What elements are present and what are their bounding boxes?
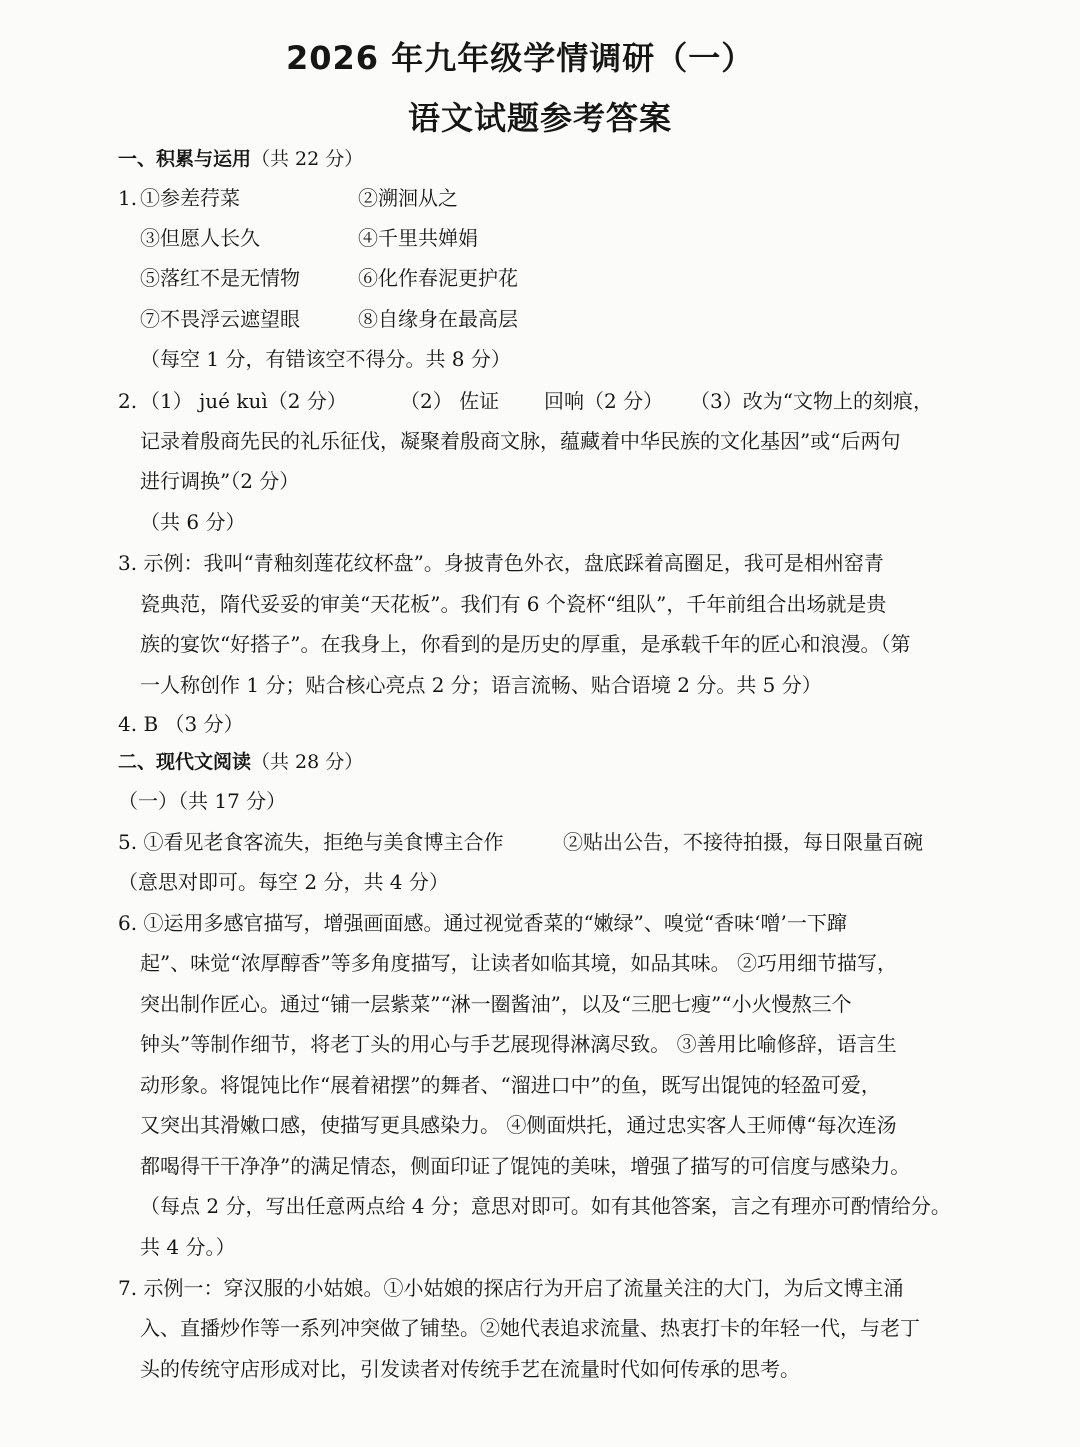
q2-part-2: （2） 佐证 (400, 389, 500, 413)
section-2-heading (118, 748, 363, 776)
q5-part-1: 5. ①看见老食客流失，拒绝与美食博主合作 (118, 830, 504, 854)
q2-part-1: （1） jué kuì（2 分） (140, 389, 347, 413)
q6-line-7: 都喝得干干净净”的满足情态，侧面印证了馄饨的美味，增强了描写的可信度与感染力。 (140, 1154, 911, 1178)
q3-line-1: 3. 示例：我叫“青釉刻莲花纹杯盘”。身披青色外衣，盘底踩着高圈足，我可是相州窑青 (118, 551, 884, 575)
q1-item-2: ②溯洄从之 (358, 186, 458, 210)
q6-line-6: 又突出其滑嫩口感，使描写更具感染力。 ④侧面烘托，通过忠实客人王师傅“每次连汤 (140, 1113, 897, 1137)
q6-line-2: 起”、味觉“浓厚醇香”等多角度描写，让读者如临其境，如品其味。 ②巧用细节描写， (140, 951, 898, 975)
q3-line-4: 一人称创作 1 分；贴合核心亮点 2 分；语言流畅、贴合语境 2 分。共 5 分） (140, 673, 822, 697)
q1-item-4: ④千里共婵娟 (358, 226, 478, 250)
document-title: 2026 年九年级学情调研（一） (286, 39, 755, 77)
question-1-number: 1. (118, 186, 138, 210)
section-1-title: 一、积累与运用 (118, 148, 252, 170)
q2-part-2b: 回响（2 分） (544, 389, 664, 413)
q1-item-7: ⑦不畏浮云遮望眼 (140, 307, 300, 331)
q6-line-5: 动形象。将馄饨比作“展着裙摆”的舞者、“溜进口中”的鱼，既写出馄饨的轻盈可爱， (140, 1073, 881, 1097)
section-1-points: （共 22 分） (251, 148, 364, 170)
q2-total: （共 6 分） (140, 510, 246, 534)
q2-line-3: 进行调换”（2 分） (140, 469, 300, 493)
q7-line-3: 头的传统守店形成对比，引发读者对传统手艺在流量时代如何传承的思考。 (140, 1357, 800, 1381)
q1-item-3: ③但愿人长久 (140, 226, 260, 250)
q2-part-3: （3）改为“文物上的刻痕， (690, 389, 933, 413)
q1-item-5: ⑤落红不是无情物 (140, 266, 300, 290)
q6-line-4: 钟头”等制作细节，将老丁头的用心与手艺展现得淋漓尽致。 ③善用比喻修辞，语言生 (140, 1032, 897, 1056)
q3-line-3: 族的宴饮“好搭子”。在我身上，你看到的是历史的厚重，是承载千年的匠心和浪漫。（第 (140, 632, 911, 656)
q6-line-8: （每点 2 分，写出任意两点给 4 分；意思对即可。如有其他答案，言之有理亦可酌情给分。 (140, 1194, 951, 1218)
q1-item-8: ⑧自缘身在最高层 (358, 307, 518, 331)
section-1-heading (118, 145, 363, 173)
q7-line-1: 7. 示例一：穿汉服的小姑娘。①小姑娘的探店行为开启了流量关注的大门，为后文博主涌 (118, 1276, 904, 1300)
q1-item-1: ①参差荇菜 (140, 186, 240, 210)
q5-scoring-note: （意思对即可。每空 2 分，共 4 分） (118, 870, 449, 894)
section-2-title: 二、现代文阅读 (118, 751, 252, 773)
document-subtitle: 语文试题参考答案 (408, 99, 673, 137)
q1-item-6: ⑥化作春泥更护花 (358, 266, 518, 290)
q2-line-2: 记录着殷商先民的礼乐征伐，凝聚着殷商文脉，蕴藏着中华民族的文化基因”或“后两句 (140, 429, 901, 453)
section-2-subsection: （一）（共 17 分） (118, 789, 287, 813)
section-2-points: （共 28 分） (251, 751, 364, 773)
q1-scoring-note: （每空 1 分，有错该空不得分。共 8 分） (140, 347, 511, 371)
q6-line-1: 6. ①运用多感官描写，增强画面感。通过视觉香菜的“嫩绿”、嗅觉“香味‘噌’一下蹿 (118, 911, 847, 935)
q6-line-3: 突出制作匠心。通过“铺一层紫菜”“淋一圈酱油”，以及“三肥七瘦”“小火慢熬三个 (140, 992, 852, 1016)
q7-line-2: 入、直播炒作等一系列冲突做了铺垫。②她代表追求流量、热衷打卡的年轻一代，与老丁 (140, 1316, 920, 1340)
q3-line-2: 瓷典范，隋代妥妥的审美“天花板”。我们有 6 个瓷杯“组队”，千年前组合出场就是贵 (140, 592, 887, 616)
q6-line-9: 共 4 分。） (140, 1235, 236, 1259)
question-4-answer: 4. B （3 分） (118, 712, 244, 736)
question-2-number: 2. (118, 389, 138, 413)
q5-part-2: ②贴出公告，不接待拍摄，每日限量百碗 (563, 830, 923, 854)
